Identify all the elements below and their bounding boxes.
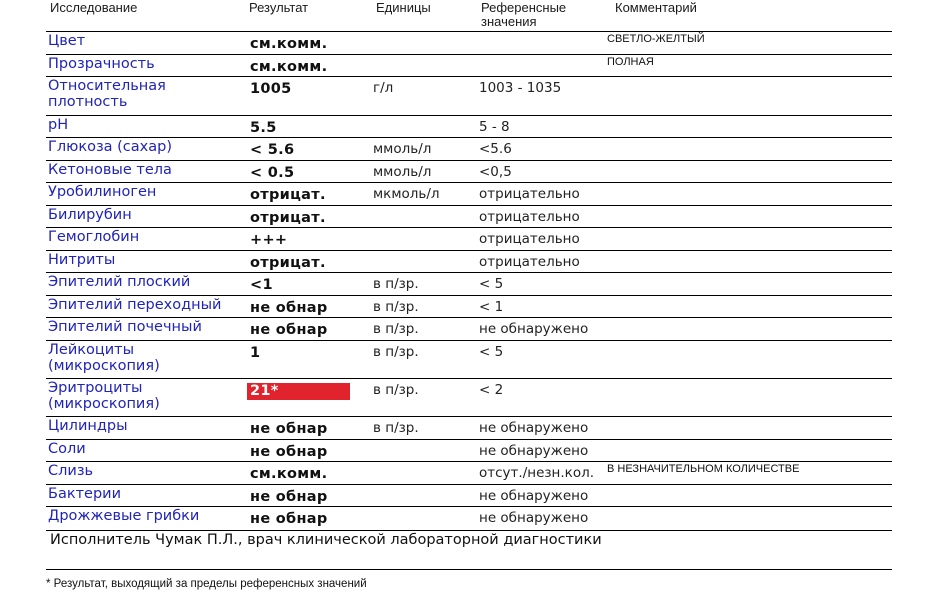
table-row	[46, 116, 892, 138]
test-name: Слизь	[48, 463, 94, 479]
comment-value: СВЕТЛО-ЖЕЛТЫЙ	[607, 33, 705, 45]
table-row	[46, 32, 892, 55]
test-name: Эритроциты (микроскопия)	[48, 380, 160, 412]
table-row	[46, 318, 892, 341]
reference-value: отрицательно	[479, 186, 580, 202]
result-value: не обнар	[250, 421, 328, 437]
table-row	[46, 55, 892, 77]
table-row	[46, 161, 892, 183]
result-value: см.комм.	[250, 59, 328, 75]
header-reference-line2: значения	[481, 14, 537, 29]
reference-value: 5 - 8	[479, 119, 510, 135]
units-value: ммоль/л	[373, 164, 432, 180]
test-name: Бактерии	[48, 486, 122, 502]
units-value: мкмоль/л	[373, 186, 440, 202]
table-row	[46, 485, 892, 507]
result-value: +++	[250, 232, 288, 248]
result-value: отрицат.	[250, 187, 326, 203]
table-row	[46, 296, 892, 318]
result-value: отрицат.	[250, 255, 326, 271]
test-name: Цвет	[48, 33, 86, 49]
reference-value: не обнаружено	[479, 420, 589, 436]
reference-value: < 2	[479, 382, 504, 398]
header-comment: Комментарий	[615, 0, 697, 15]
header-units: Единицы	[376, 0, 431, 15]
table-row	[46, 77, 892, 116]
footer-divider	[46, 569, 892, 570]
reference-value: отрицательно	[479, 209, 580, 225]
flagged-result: 21*	[247, 383, 350, 400]
table-row	[46, 379, 892, 417]
test-name: Нитриты	[48, 252, 116, 268]
test-name: Глюкоза (сахар)	[48, 139, 172, 155]
units-value: г/л	[373, 80, 394, 96]
reference-value: <0,5	[479, 164, 512, 180]
units-value: в п/зр.	[373, 321, 419, 337]
footnote: * Результат, выходящий за пределы референсных значений	[46, 578, 367, 590]
test-name: Гемоглобин	[48, 229, 140, 245]
comment-value: В НЕЗНАЧИТЕЛЬНОМ КОЛИЧЕСТВЕ	[607, 463, 800, 475]
units-value: в п/зр.	[373, 344, 419, 360]
reference-value: < 5	[479, 276, 504, 292]
result-value: не обнар	[250, 322, 328, 338]
units-value: в п/зр.	[373, 382, 419, 398]
header-result: Результат	[249, 0, 309, 15]
reference-value: отсут./незн.кол.	[479, 465, 595, 481]
table-row	[46, 440, 892, 462]
reference-value: < 5	[479, 344, 504, 360]
test-name: Эпителий почечный	[48, 319, 202, 335]
units-value: в п/зр.	[373, 276, 419, 292]
reference-value: отрицательно	[479, 231, 580, 247]
table-row	[46, 273, 892, 296]
table-row	[46, 138, 892, 161]
reference-value: <5.6	[479, 141, 512, 157]
test-name: Уробилиноген	[48, 184, 157, 200]
header-test: Исследование	[50, 0, 138, 15]
reference-value: 1003 - 1035	[479, 80, 562, 96]
test-name: Цилиндры	[48, 418, 128, 434]
test-name: Дрожжевые грибки	[48, 508, 200, 524]
test-name: Прозрачность	[48, 56, 155, 72]
result-value: не обнар	[250, 489, 328, 505]
test-name: Эпителий плоский	[48, 274, 191, 290]
header-reference-line1: Референсные	[481, 0, 567, 15]
test-name: Эпителий переходный	[48, 297, 222, 313]
result-value: 1005	[250, 81, 292, 97]
result-value: не обнар	[250, 511, 328, 527]
units-value: ммоль/л	[373, 141, 432, 157]
reference-value: не обнаружено	[479, 321, 589, 337]
result-value: 5.5	[250, 120, 277, 136]
performer-line: Исполнитель Чумак П.Л., врач клинической лабораторной диагностики	[50, 532, 602, 548]
test-name: Билирубин	[48, 207, 132, 223]
table-row	[46, 251, 892, 273]
test-name: Соли	[48, 441, 86, 457]
test-name: Лейкоциты (микроскопия)	[48, 342, 160, 374]
result-value: не обнар	[250, 300, 328, 316]
result-value: см.комм.	[250, 36, 328, 52]
reference-value: не обнаружено	[479, 510, 589, 526]
result-value: 1	[250, 345, 261, 361]
units-value: в п/зр.	[373, 420, 419, 436]
comment-value: ПОЛНАЯ	[607, 56, 654, 68]
reference-value: < 1	[479, 299, 504, 315]
result-value: не обнар	[250, 444, 328, 460]
table-row	[46, 206, 892, 228]
table-row	[46, 183, 892, 206]
table-row	[46, 341, 892, 379]
reference-value: отрицательно	[479, 254, 580, 270]
reference-value: не обнаружено	[479, 443, 589, 459]
reference-value: не обнаружено	[479, 488, 589, 504]
result-value: отрицат.	[250, 210, 326, 226]
result-value: <1	[250, 277, 273, 293]
table-row	[46, 507, 892, 531]
table-row	[46, 462, 892, 485]
result-value: см.комм.	[250, 466, 328, 482]
test-name: Относительная плотность	[48, 78, 166, 110]
result-value: < 5.6	[250, 142, 295, 158]
test-name: Кетоновые тела	[48, 162, 172, 178]
result-value: < 0.5	[250, 165, 295, 181]
table-row	[46, 228, 892, 251]
units-value: в п/зр.	[373, 299, 419, 315]
table-row	[46, 417, 892, 440]
test-name: pH	[48, 117, 69, 133]
